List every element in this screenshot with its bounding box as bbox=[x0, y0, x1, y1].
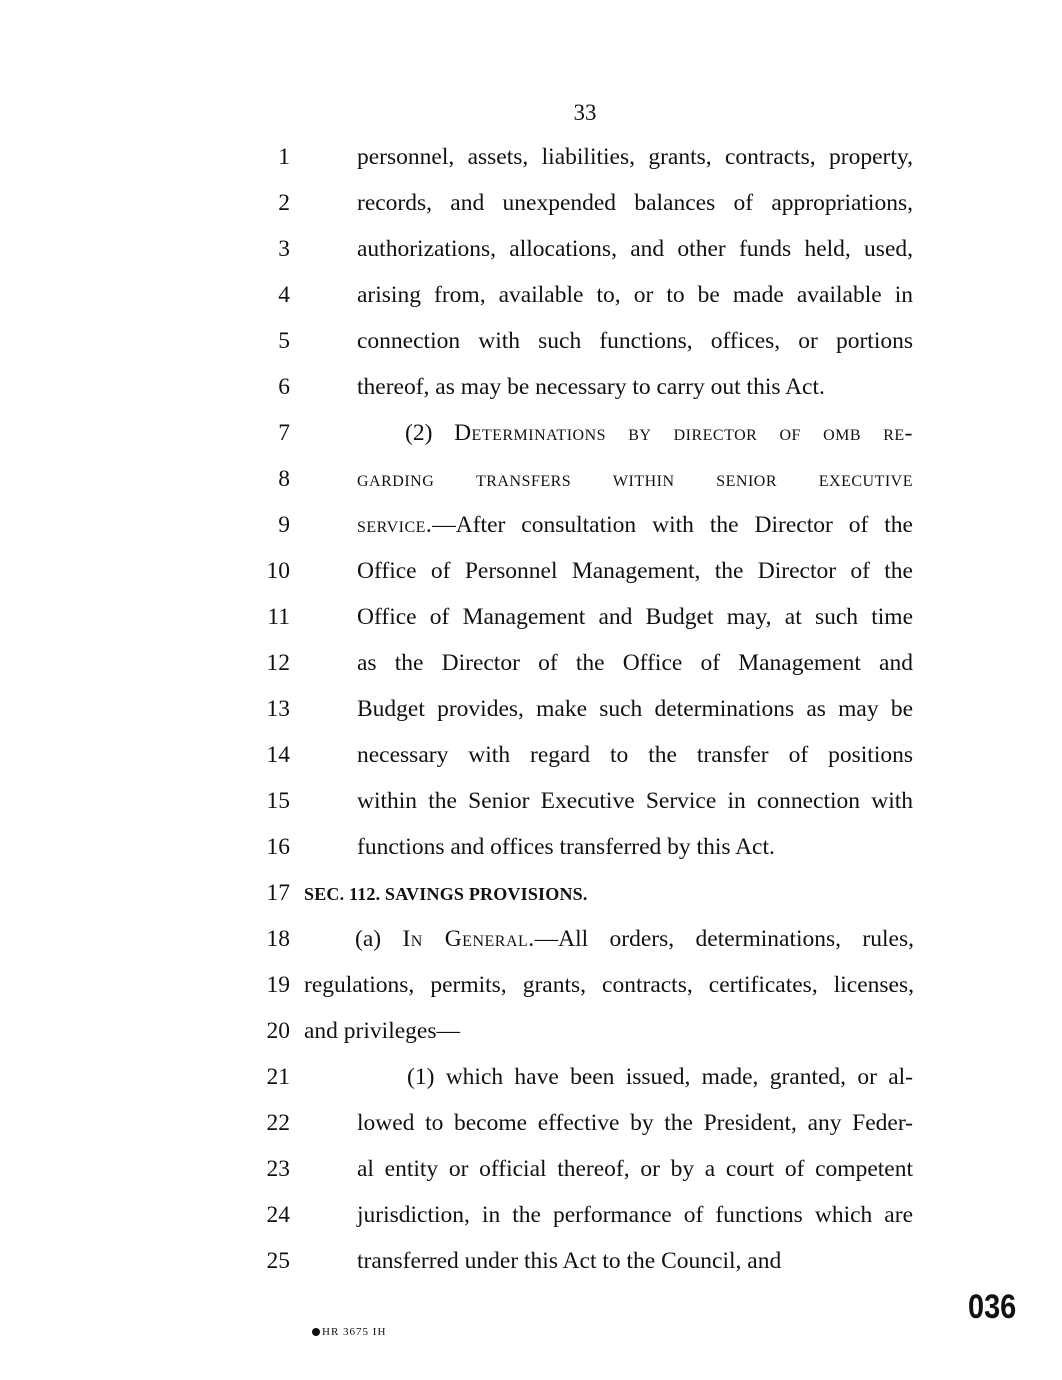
bill-line bbox=[0, 456, 1062, 502]
line-number: 15 bbox=[266, 788, 290, 814]
text-segment: transferred under this Act to the Council, and bbox=[357, 1248, 782, 1274]
smallcaps-heading: garding transfers within senior executive bbox=[357, 466, 913, 492]
line-text bbox=[357, 640, 913, 686]
bill-line bbox=[0, 226, 1062, 272]
line-text bbox=[357, 456, 913, 502]
line-text bbox=[357, 318, 913, 364]
line-text bbox=[304, 1008, 914, 1054]
line-number: 8 bbox=[278, 466, 290, 492]
line-text bbox=[357, 594, 913, 640]
line-number: 6 bbox=[278, 374, 290, 400]
line-text bbox=[357, 548, 913, 594]
text-segment: Office of Management and Budget may, at such time bbox=[357, 604, 913, 630]
text-segment: necessary with regard to the transfer of positions bbox=[357, 742, 913, 768]
smallcaps-heading: In General. bbox=[402, 926, 535, 952]
bill-line bbox=[0, 548, 1062, 594]
text-segment: —All orders, determinations, rules, bbox=[534, 926, 914, 952]
line-text bbox=[357, 134, 913, 180]
bill-line bbox=[0, 272, 1062, 318]
text-segment: personnel, assets, liabilities, grants, contracts, property, bbox=[357, 144, 913, 170]
document-stamp-number: 036 bbox=[968, 1288, 1017, 1326]
text-segment: within the Senior Executive Service in connection with bbox=[357, 788, 913, 814]
text-segment: authorizations, allocations, and other funds held, used, bbox=[357, 236, 913, 262]
line-text bbox=[357, 824, 913, 870]
bill-line bbox=[0, 364, 1062, 410]
text-segment: regulations, permits, grants, contracts, certificates, licenses, bbox=[304, 972, 914, 998]
line-number: 10 bbox=[266, 558, 290, 584]
line-text bbox=[357, 1192, 913, 1238]
line-number: 17 bbox=[266, 880, 290, 906]
bill-identifier bbox=[312, 1326, 386, 1338]
line-text bbox=[357, 1146, 913, 1192]
line-number: 22 bbox=[266, 1110, 290, 1136]
bill-identifier-text: HR 3675 IH bbox=[322, 1326, 387, 1338]
page-number: 33 bbox=[573, 100, 597, 125]
text-segment: and privileges— bbox=[304, 1018, 460, 1044]
line-text bbox=[357, 502, 913, 548]
line-number: 24 bbox=[266, 1202, 290, 1228]
line-number: 7 bbox=[278, 420, 290, 446]
line-number: 12 bbox=[266, 650, 290, 676]
bill-line bbox=[0, 180, 1062, 226]
line-number: 1 bbox=[278, 144, 290, 170]
bill-line bbox=[0, 824, 1062, 870]
line-text bbox=[357, 686, 913, 732]
text-segment: connection with such functions, offices, or portions bbox=[357, 328, 913, 354]
line-text bbox=[357, 272, 913, 318]
line-text bbox=[357, 1100, 913, 1146]
smallcaps-heading: Determinations by director of omb re- bbox=[454, 420, 914, 446]
line-text bbox=[357, 226, 913, 272]
text-segment: as the Director of the Office of Management and bbox=[357, 650, 913, 676]
line-number: 18 bbox=[266, 926, 290, 952]
line-text bbox=[357, 410, 913, 456]
line-text bbox=[304, 916, 914, 962]
bill-line bbox=[0, 1100, 1062, 1146]
bill-line bbox=[0, 732, 1062, 778]
line-text bbox=[357, 732, 913, 778]
text-segment: (a) bbox=[355, 926, 403, 952]
line-number: 16 bbox=[266, 834, 290, 860]
bill-line bbox=[0, 502, 1062, 548]
text-segment: thereof, as may be necessary to carry out this Act. bbox=[357, 374, 825, 400]
bill-line bbox=[0, 1192, 1062, 1238]
line-number: 14 bbox=[266, 742, 290, 768]
text-segment: (1) which have been issued, made, granted, or al- bbox=[407, 1064, 913, 1090]
line-text bbox=[357, 1238, 913, 1284]
line-number: 4 bbox=[278, 282, 290, 308]
line-text bbox=[357, 1054, 913, 1100]
bill-line bbox=[0, 640, 1062, 686]
bill-line bbox=[0, 778, 1062, 824]
bill-line bbox=[0, 916, 1062, 962]
bill-line bbox=[0, 1008, 1062, 1054]
line-number: 20 bbox=[266, 1018, 290, 1044]
line-number: 25 bbox=[266, 1248, 290, 1274]
bill-line bbox=[0, 1054, 1062, 1100]
line-number: 21 bbox=[266, 1064, 290, 1090]
text-segment: records, and unexpended balances of appropriations, bbox=[357, 190, 913, 216]
text-segment: lowed to become effective by the President, any Feder- bbox=[357, 1110, 913, 1136]
text-segment: Office of Personnel Management, the Director of the bbox=[357, 558, 913, 584]
text-segment: arising from, available to, or to be made available in bbox=[357, 282, 913, 308]
bill-line bbox=[0, 410, 1062, 456]
bill-line bbox=[0, 686, 1062, 732]
bill-body bbox=[0, 134, 1062, 1284]
line-text bbox=[357, 364, 913, 410]
bill-line bbox=[0, 1146, 1062, 1192]
line-text bbox=[357, 180, 913, 226]
line-number: 3 bbox=[278, 236, 290, 262]
section-heading: SEC. 112. SAVINGS PROVISIONS. bbox=[304, 884, 588, 904]
text-segment: al entity or official thereof, or by a court of competent bbox=[357, 1156, 913, 1182]
line-number: 9 bbox=[278, 512, 290, 538]
smallcaps-heading: service. bbox=[357, 512, 433, 538]
line-number: 23 bbox=[266, 1156, 290, 1182]
bullet-icon bbox=[312, 1328, 320, 1336]
text-segment: (2) bbox=[405, 420, 455, 446]
line-number: 2 bbox=[278, 190, 290, 216]
line-number: 19 bbox=[266, 972, 290, 998]
line-number: 13 bbox=[266, 696, 290, 722]
bill-line bbox=[0, 318, 1062, 364]
bill-line bbox=[0, 134, 1062, 180]
text-segment: jurisdiction, in the performance of functions which are bbox=[357, 1202, 913, 1228]
line-number: 11 bbox=[267, 604, 290, 630]
line-text bbox=[304, 870, 914, 917]
line-text bbox=[304, 962, 914, 1008]
bill-line bbox=[0, 962, 1062, 1008]
text-segment: Budget provides, make such determinations as may be bbox=[357, 696, 913, 722]
bill-line bbox=[0, 594, 1062, 640]
text-segment: functions and offices transferred by this Act. bbox=[357, 834, 775, 860]
line-text bbox=[357, 778, 913, 824]
text-segment: —After consultation with the Director of the bbox=[432, 512, 913, 538]
bill-line bbox=[0, 1238, 1062, 1284]
bill-line bbox=[0, 870, 1062, 916]
line-number: 5 bbox=[278, 328, 290, 354]
